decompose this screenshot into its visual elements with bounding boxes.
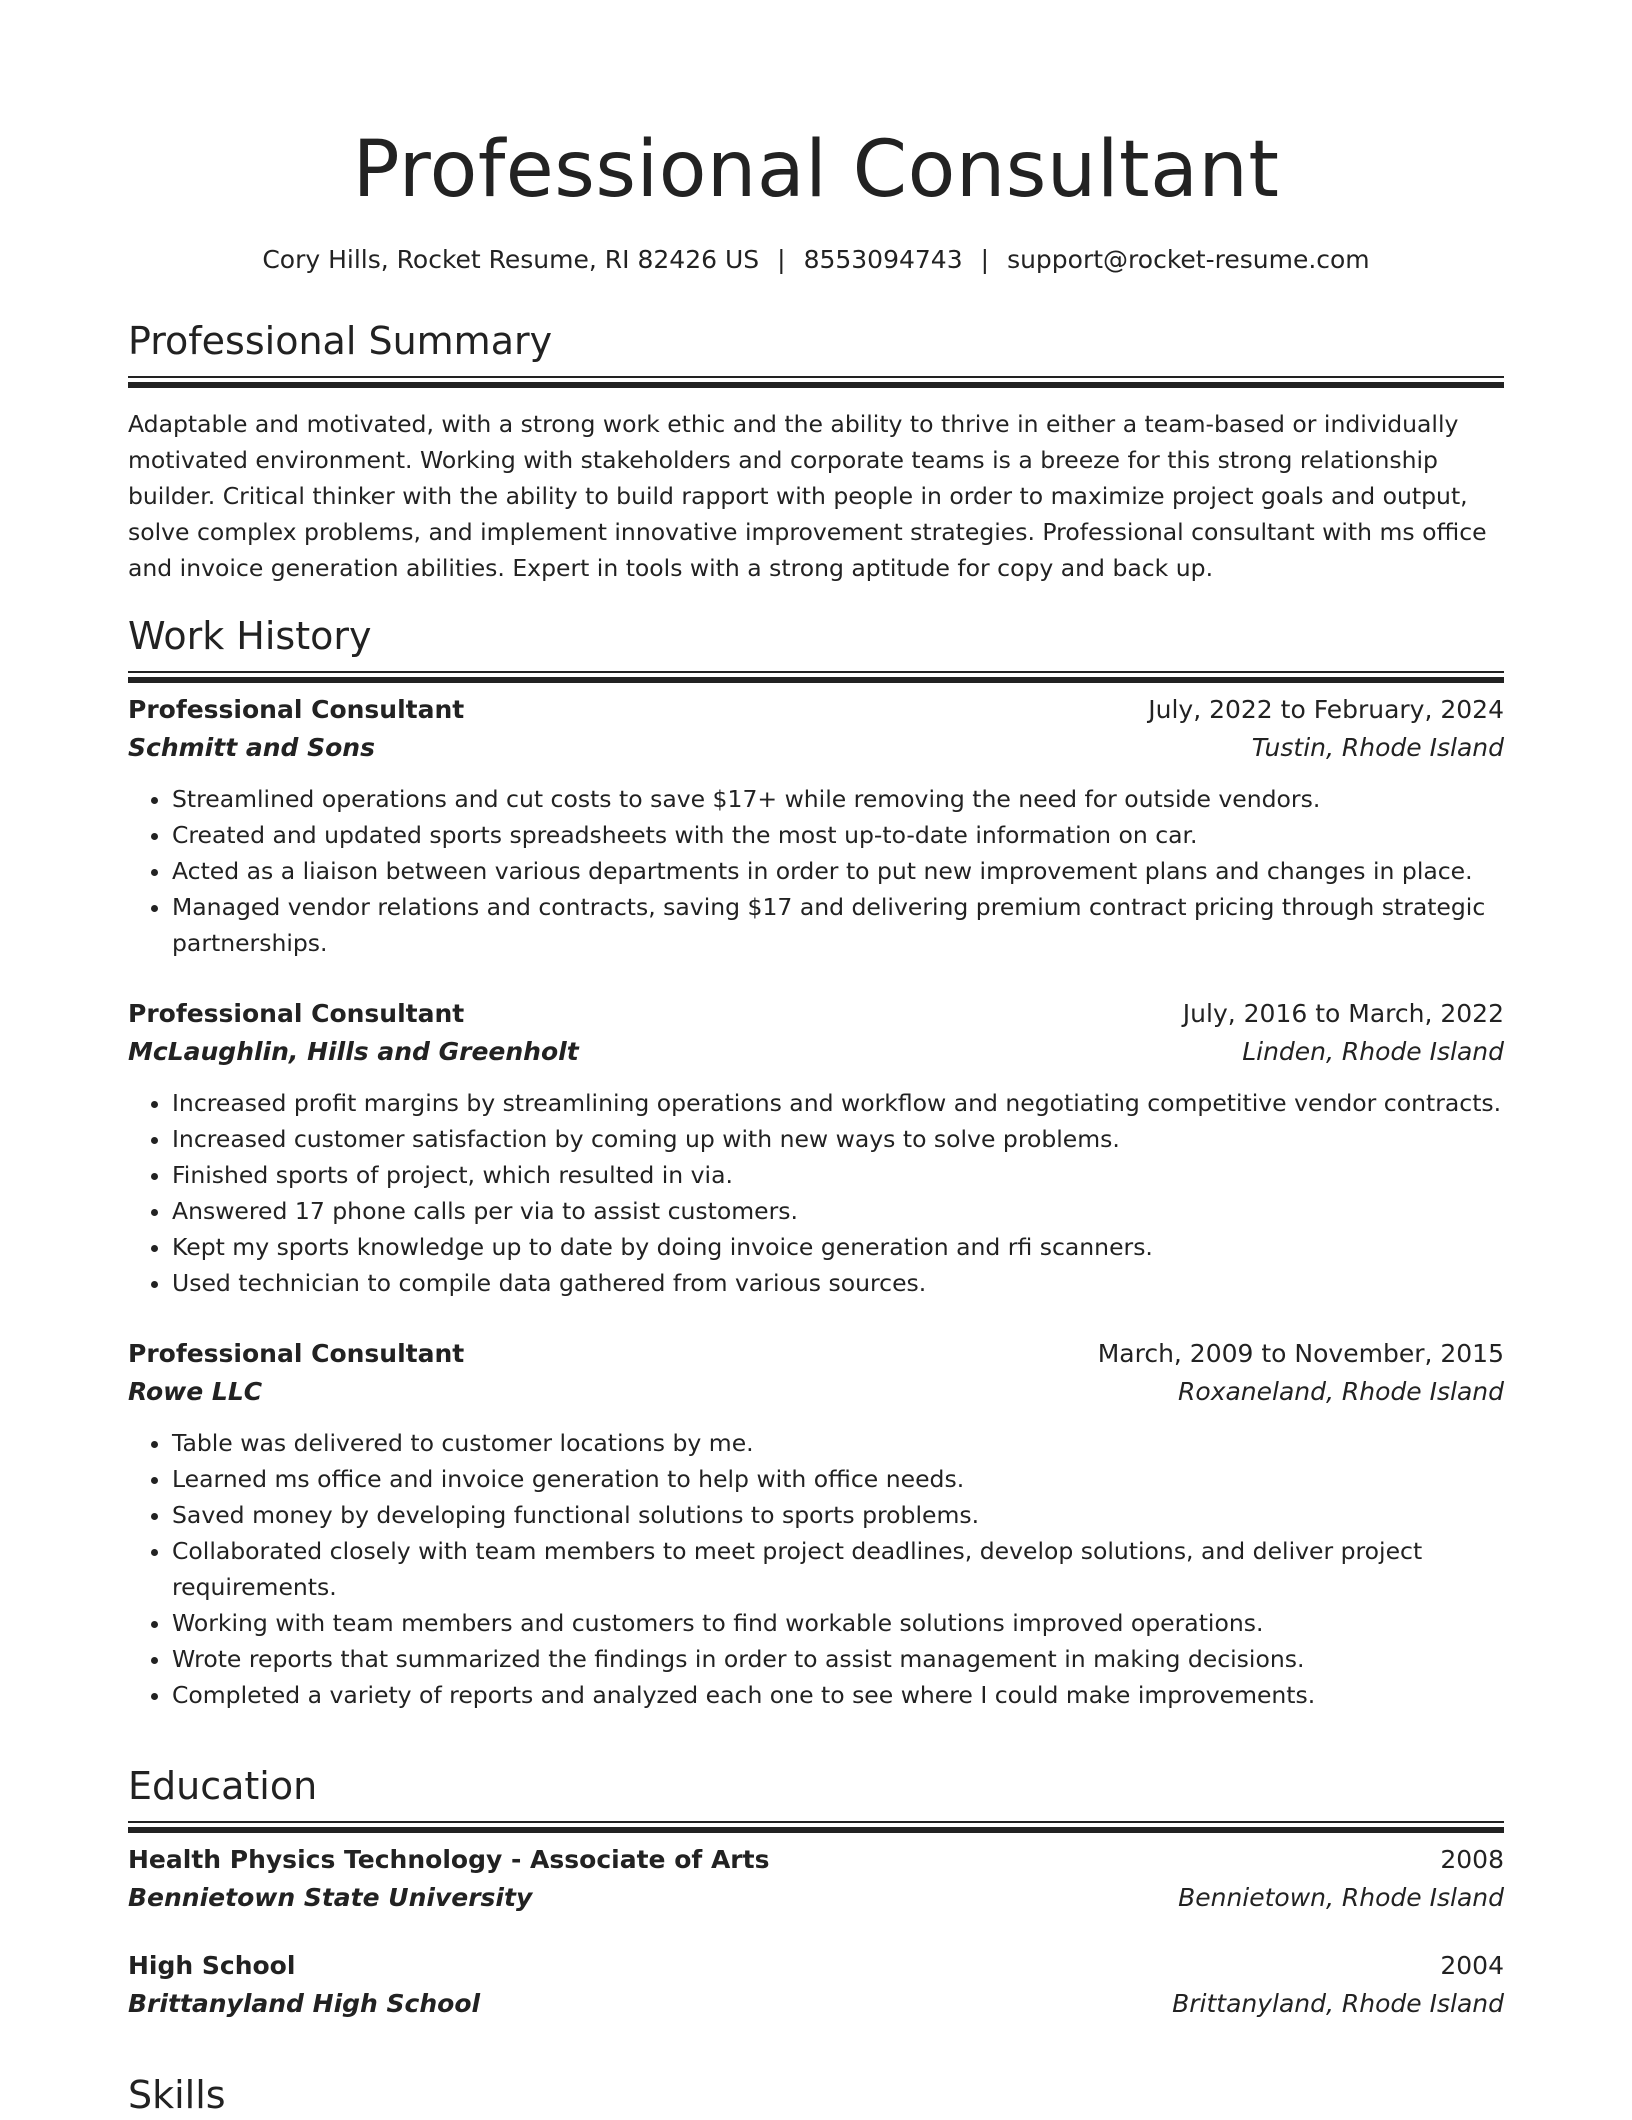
resume-page: [128, 0, 1504, 2117]
job-header-row: [128, 995, 1504, 1033]
job-location: Linden, Rhode Island: [1242, 1037, 1504, 1066]
contact-line: [128, 242, 1504, 278]
job-bullet: • Finished sports of project, which resulted in via.: [172, 1157, 1504, 1193]
contact-phone: 8553094743: [803, 245, 963, 274]
section-title-skills: Skills: [128, 2073, 226, 2117]
job-entry: [128, 1335, 1504, 1713]
job-bullet: • Saved money by developing functional solutions to sports problems.: [172, 1497, 1504, 1533]
job-header-row: [128, 691, 1504, 729]
job-company-row: [128, 1373, 1504, 1411]
education-header-row: [128, 1947, 1504, 1985]
education-year: 2004: [1440, 1951, 1504, 1980]
education-school-row: [128, 1879, 1504, 1917]
job-bullet: • Kept my sports knowledge up to date by doing invoice generation and rfi scanners.: [172, 1229, 1504, 1265]
education-degree: Health Physics Technology - Associate of Arts: [128, 1845, 770, 1874]
job-bullet: • Created and updated sports spreadsheets with the most up-to-date information on car.: [172, 817, 1504, 853]
job-bullet: • Used technician to compile data gathered from various sources.: [172, 1265, 1504, 1301]
job-company: Rowe LLC: [128, 1377, 263, 1406]
section-divider: [128, 671, 1504, 673]
job-location: Tustin, Rhode Island: [1251, 733, 1504, 762]
section-title-summary: Professional Summary: [128, 319, 553, 363]
contact-separator: |: [980, 245, 990, 274]
contact-email: support@rocket-resume.com: [1007, 245, 1370, 274]
section-title-education: Education: [128, 1764, 318, 1808]
work-history-section: [128, 611, 1504, 1713]
job-bullet: • Learned ms office and invoice generation to help with office needs.: [172, 1461, 1504, 1497]
job-bullet: • Table was delivered to customer locations by me.: [172, 1425, 1504, 1461]
job-entry: [128, 995, 1504, 1301]
job-bullet: • Working with team members and customers to find workable solutions improved operations.: [172, 1605, 1504, 1641]
section-divider: [128, 376, 1504, 378]
education-year: 2008: [1440, 1845, 1504, 1874]
skills-section: [128, 2070, 1504, 2120]
job-company: McLaughlin, Hills and Greenholt: [128, 1037, 579, 1066]
job-bullet: • Increased profit margins by streamlining operations and workflow and negotiating competitive vendor contracts.: [172, 1085, 1504, 1121]
job-company: Schmitt and Sons: [128, 733, 375, 762]
job-bullet: • Collaborated closely with team members to meet project deadlines, develop solutions, and deliver project requirements.: [172, 1533, 1504, 1605]
job-bullet: • Managed vendor relations and contracts, saving $17 and delivering premium contract pricing through strategic partnerships.: [172, 889, 1504, 961]
education-location: Brittanyland, Rhode Island: [1172, 1989, 1504, 2018]
job-bullets: [128, 1085, 1504, 1301]
job-title: Professional Consultant: [128, 695, 465, 724]
education-degree: High School: [128, 1951, 296, 1980]
job-bullets: [128, 781, 1504, 961]
job-dates: July, 2022 to February, 2024: [1148, 695, 1504, 724]
education-entry: [128, 1841, 1504, 1917]
job-dates: March, 2009 to November, 2015: [1097, 1339, 1504, 1368]
education-section: [128, 1761, 1504, 2023]
job-bullet: • Answered 17 phone calls per via to assist customers.: [172, 1193, 1504, 1229]
education-school: Bennietown State University: [128, 1883, 533, 1912]
contact-separator: |: [777, 245, 786, 274]
job-bullet: • Acted as a liaison between various departments in order to put new improvement plans and changes in place.: [172, 853, 1504, 889]
resume-name: Professional Consultant: [352, 125, 1280, 215]
education-header-row: [128, 1841, 1504, 1879]
job-bullet: • Streamlined operations and cut costs to save $17+ while removing the need for outside vendors.: [172, 781, 1504, 817]
job-bullet: • Increased customer satisfaction by coming up with new ways to solve problems.: [172, 1121, 1504, 1157]
education-school-row: [128, 1985, 1504, 2023]
education-location: Bennietown, Rhode Island: [1178, 1883, 1504, 1912]
job-company-row: [128, 1033, 1504, 1071]
job-bullets: [128, 1425, 1504, 1713]
job-title: Professional Consultant: [128, 1339, 465, 1368]
education-school: Brittanyland High School: [128, 1989, 481, 2018]
job-entry: [128, 691, 1504, 961]
job-location: Roxaneland, Rhode Island: [1178, 1377, 1504, 1406]
summary-section: [128, 316, 1504, 586]
section-title-work-history: Work History: [128, 614, 372, 658]
job-dates: July, 2016 to March, 2022: [1182, 999, 1504, 1028]
job-header-row: [128, 1335, 1504, 1373]
summary-text: Adaptable and motivated, with a strong work ethic and the ability to thrive in either a team-based or individually motivated environment. Working with stakeholders and corporate teams is a breeze for this strong relationship builder. Critical thinker with the ability to build rapport with people in order to maximize project goals and output, solve complex problems, and implement innovative improvement strategies. Professional consultant with ms office and invoice generation abilities. Expert in tools with a strong aptitude for copy and back up.: [128, 410, 1487, 582]
contact-address: Cory Hills, Rocket Resume, RI 82426 US: [262, 245, 760, 274]
job-title: Professional Consultant: [128, 999, 465, 1028]
job-bullet: • Completed a variety of reports and analyzed each one to see where I could make improvements.: [172, 1677, 1504, 1713]
job-bullet: • Wrote reports that summarized the findings in order to assist management in making decisions.: [172, 1641, 1504, 1677]
education-entry: [128, 1947, 1504, 2023]
section-divider: [128, 1821, 1504, 1823]
job-company-row: [128, 729, 1504, 767]
